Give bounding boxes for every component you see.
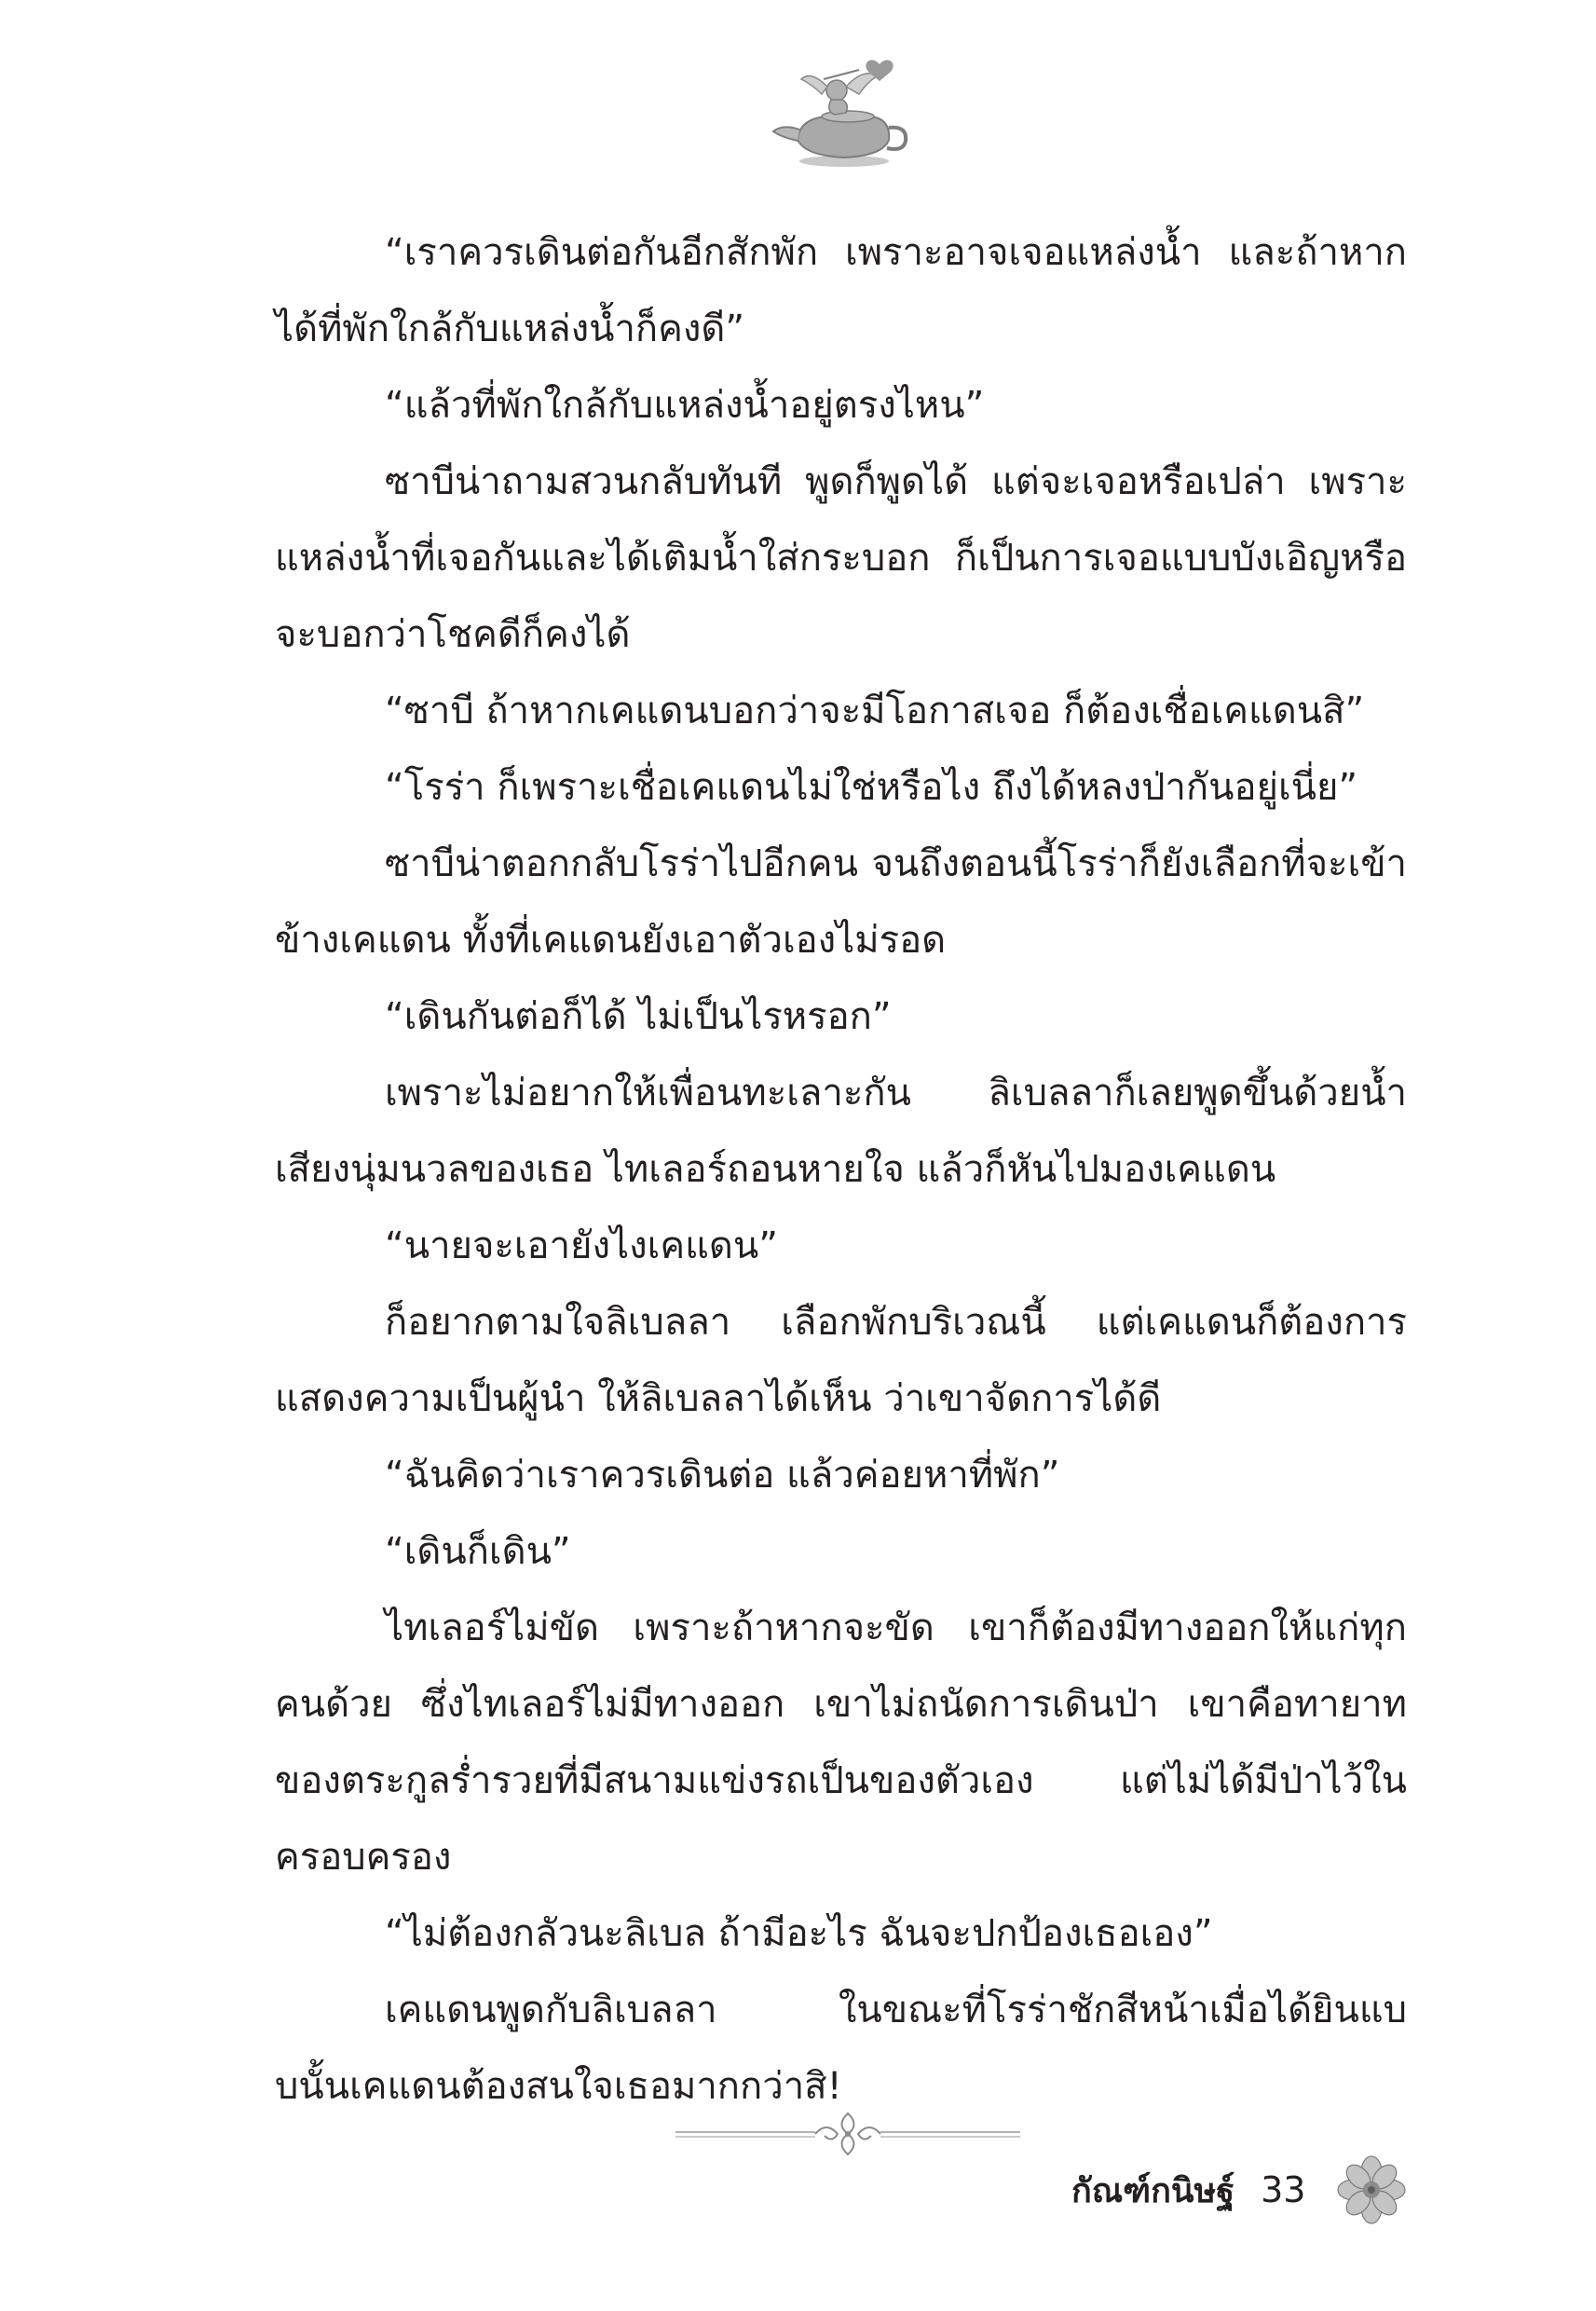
paragraph: ซาบีน่าตอกกลับโรร่าไปอีกคน จนถึงตอนนี้โรร่าก็ยังเลือกที่จะเข้าข้างเคแดน ทั้งที่เคแดนยังเอาตัวเองไม่รอด [275, 842, 1407, 962]
paragraph: “แล้วที่พักใกล้กับแหล่งน้ำอยู่ตรงไหน” [385, 384, 985, 427]
paragraph: “เดินกันต่อก็ได้ ไม่เป็นไรหรอก” [385, 995, 892, 1038]
flower-icon [1330, 2148, 1413, 2232]
paragraph: “ฉันคิดว่าเราควรเดินต่อ แล้วค่อยหาที่พัก” [385, 1454, 1060, 1497]
paragraph: ไทเลอร์ไม่ขัด เพราะถ้าหากจะขัด เขาก็ต้องมีทางออกให้แก่ทุกคนด้วย ซึ่งไทเลอร์ไม่มีทางออก เขาไม่ถนัดการเดินป่า เขาคือทายาทของตระกูลร่ำรวยที่มีสนามแข่งรถเป็นของตัวเอง แต่ไม่ได้มีป่าไว้ในครอบครอง [275, 1607, 1407, 1879]
paragraph: “ไม่ต้องกลัวนะลิเบล ถ้ามีอะไร ฉันจะปกป้องเธอเอง” [385, 1912, 1213, 1955]
paragraph: เคแดนพูดกับลิเบลลา ในขณะที่โรร่าชักสีหน้าเมื่อได้ยินแบบนั้นเคแดนต้องสนใจเธอมากกว่าสิ! [275, 1989, 1407, 2108]
book-title: กัณฑ์กนิษฐ์ [1071, 2171, 1235, 2210]
paragraph: “นายจะเอายังไงเคแดน” [385, 1224, 778, 1267]
paragraph: “เดินก็เดิน” [385, 1530, 571, 1573]
cupid-teapot-emblem-icon [770, 51, 909, 172]
paragraph: “เราควรเดินต่อกันอีกสักพัก เพราะอาจเจอแหล่งน้ำ และถ้าหากได้ที่พักใกล้กับแหล่งน้ำก็คงดี” [275, 231, 1407, 350]
body-text [275, 214, 1407, 2125]
paragraph: ก็อยากตามใจลิเบลลา เลือกพักบริเวณนี้ แต่เคแดนก็ต้องการแสดงความเป็นผู้นำ ให้ลิเบลลาได้เห็น ว่าเขาจัดการได้ดี [275, 1301, 1407, 1420]
paragraph: “ซาบี ถ้าหากเคแดนบอกว่าจะมีโอกาสเจอ ก็ต้องเชื่อเคแดนสิ” [385, 690, 1365, 732]
paragraph: “โรร่า ก็เพราะเชื่อเคแดนไม่ใช่หรือไง ถึงได้หลงป่ากันอยู่เนี่ย” [385, 766, 1358, 809]
paragraph: ซาบีน่าถามสวนกลับทันที พูดก็พูดได้ แต่จะเจอหรือเปล่า เพราะแหล่งน้ำที่เจอกันและได้เติมน้ำใส่กระบอก ก็เป็นการเจอแบบบังเอิญหรือจะบอกว่าโชคดีก็คงได้ [275, 460, 1407, 656]
page-footer [1071, 2143, 1413, 2236]
paragraph: เพราะไม่อยากให้เพื่อนทะเลาะกัน ลิเบลลาก็เลยพูดขึ้นด้วยน้ำเสียงนุ่มนวลของเธอ ไทเลอร์ถอนหายใจ แล้วก็หันไปมองเคแดน [275, 1072, 1407, 1191]
page-number: 33 [1261, 2169, 1306, 2210]
scroll-divider-ornament [675, 2108, 1020, 2160]
